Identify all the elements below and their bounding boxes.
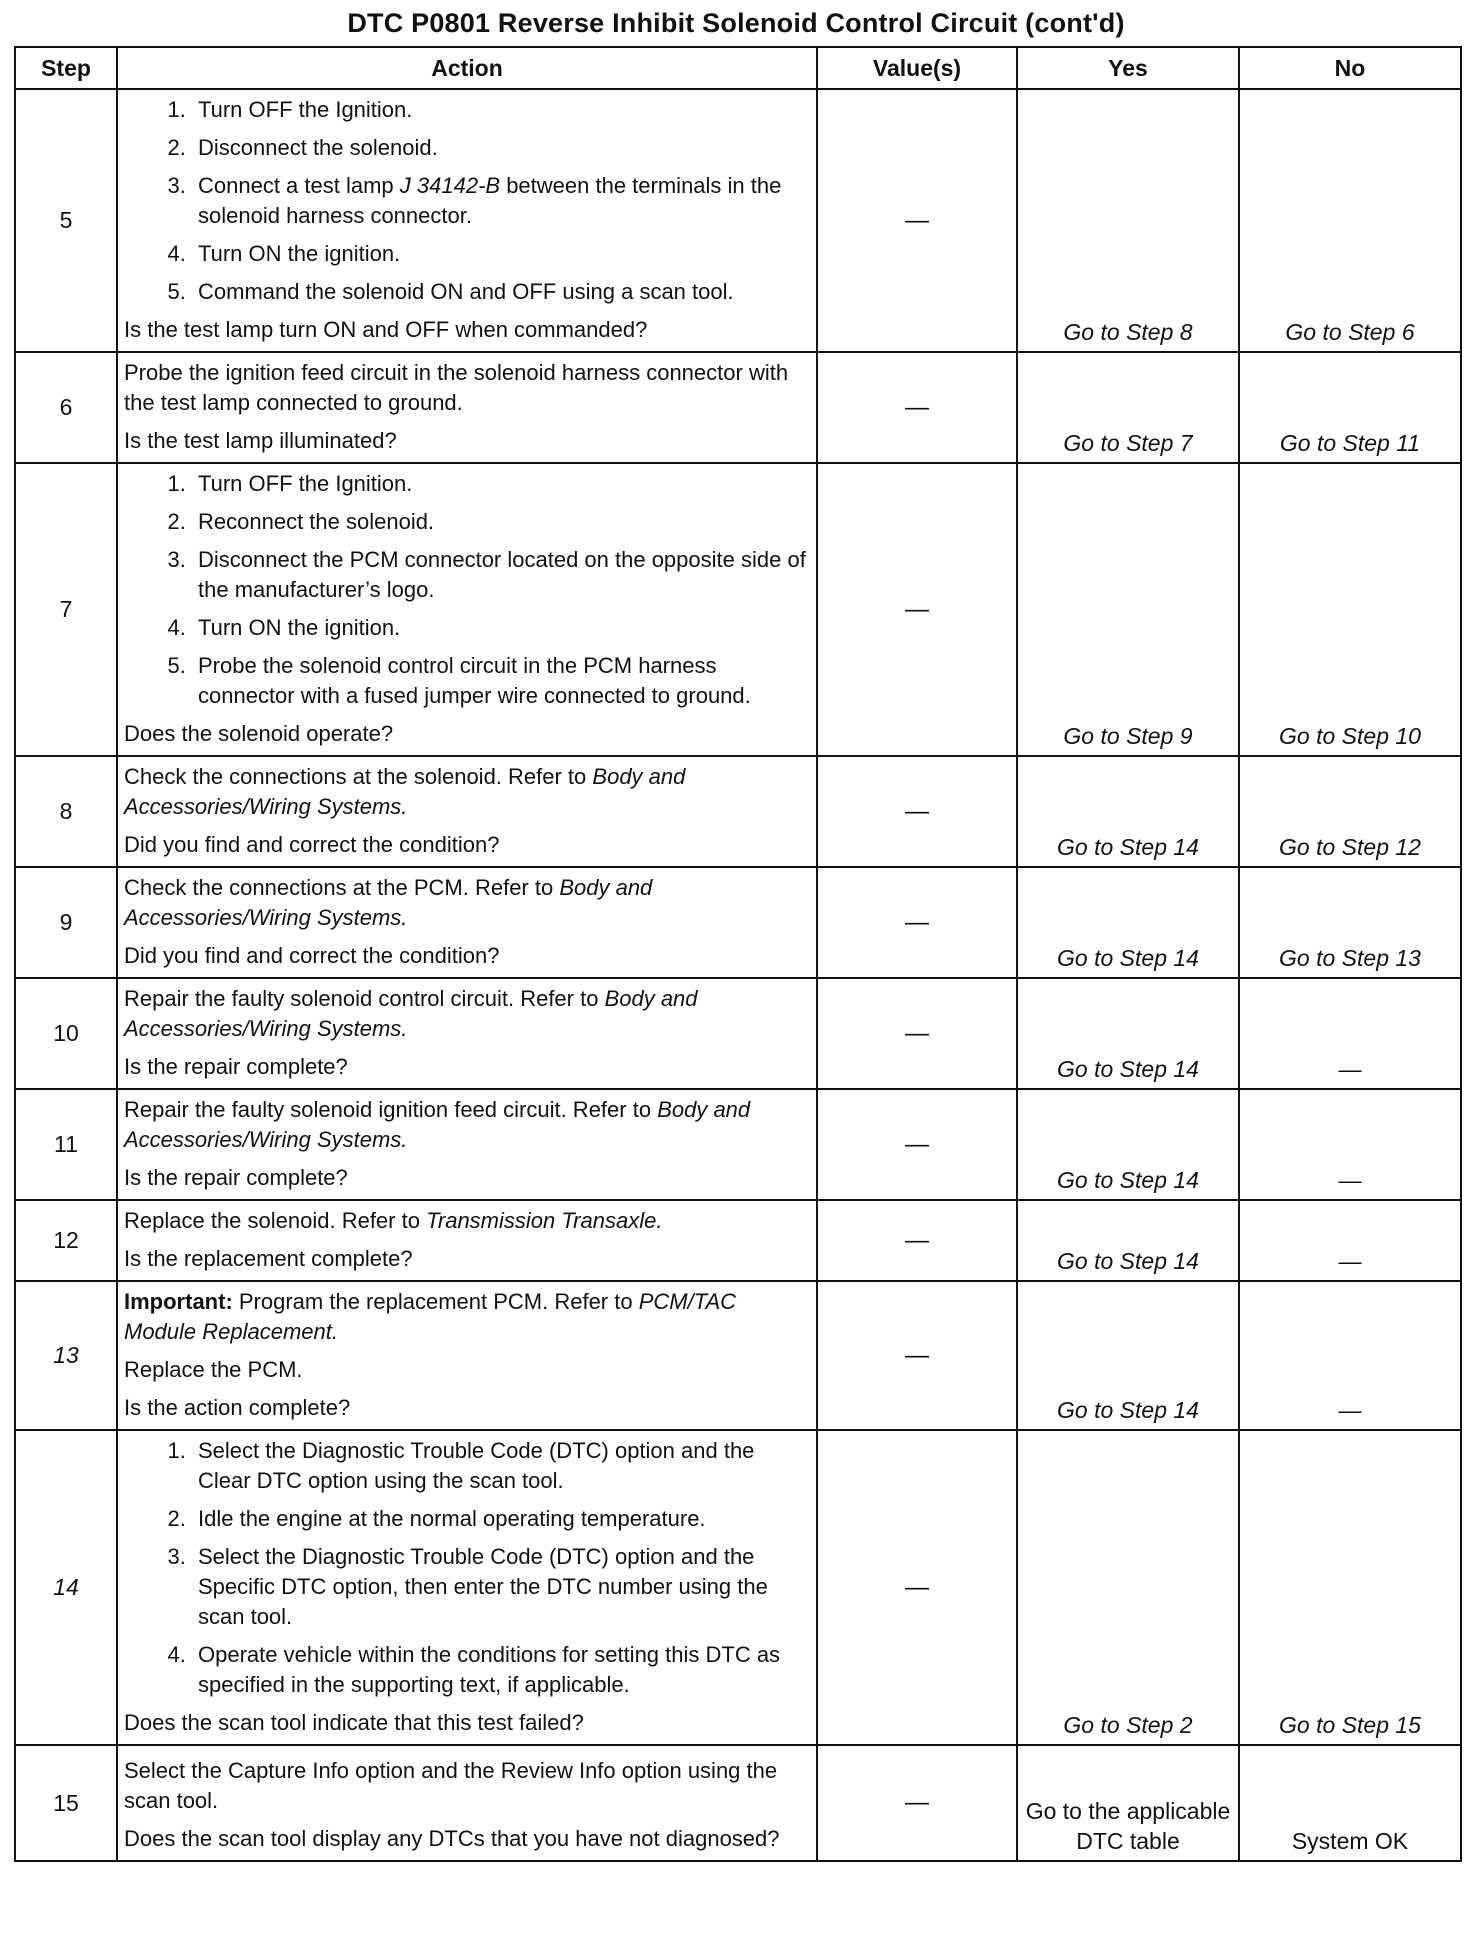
no-result: Go to Step 15 <box>1239 1430 1461 1745</box>
step-number: 9 <box>15 867 117 978</box>
diagnostic-table <box>14 46 1462 1862</box>
action-cell <box>117 463 817 756</box>
step-number: 11 <box>15 1089 117 1200</box>
no-result: — <box>1239 978 1461 1089</box>
table-row <box>15 1430 1461 1745</box>
header-no: No <box>1239 47 1461 89</box>
action-question: Is the action complete? <box>124 1395 351 1420</box>
table-row <box>15 1200 1461 1281</box>
list-item: 1. Turn OFF the Ignition. <box>192 95 810 125</box>
list-item: 1. Select the Diagnostic Trouble Code (DTC) option and the Clear DTC option using the scan tool. <box>192 1436 810 1496</box>
action-cell <box>117 1281 817 1430</box>
yes-result: Go to Step 14 <box>1017 978 1239 1089</box>
table-row <box>15 867 1461 978</box>
action-steps-list <box>124 95 810 307</box>
action-text: Repair the faulty solenoid control circuit. Refer to Body and Accessories/Wiring Systems. <box>124 986 698 1041</box>
header-action: Action <box>117 47 817 89</box>
yes-result: Go to Step 14 <box>1017 1089 1239 1200</box>
table-row <box>15 352 1461 463</box>
header-step: Step <box>15 47 117 89</box>
action-question: Did you find and correct the condition? <box>124 943 500 968</box>
action-cell <box>117 1200 817 1281</box>
list-item: 2. Disconnect the solenoid. <box>192 133 810 163</box>
step-number: 12 <box>15 1200 117 1281</box>
action-question: Does the solenoid operate? <box>124 721 394 746</box>
action-question: Is the repair complete? <box>124 1054 348 1079</box>
no-result: Go to Step 12 <box>1239 756 1461 867</box>
action-cell <box>117 978 817 1089</box>
value-cell: — <box>817 867 1017 978</box>
yes-result: Go to Step 2 <box>1017 1430 1239 1745</box>
action-question: Does the scan tool indicate that this test failed? <box>124 1710 584 1735</box>
action-question: Is the test lamp illuminated? <box>124 428 397 453</box>
list-item: 1. Turn OFF the Ignition. <box>192 469 810 499</box>
list-item: 2. Idle the engine at the normal operating temperature. <box>192 1504 810 1534</box>
yes-result: Go to Step 14 <box>1017 867 1239 978</box>
step-number: 8 <box>15 756 117 867</box>
header-values: Value(s) <box>817 47 1017 89</box>
header-yes: Yes <box>1017 47 1239 89</box>
action-cell <box>117 756 817 867</box>
yes-result: Go to the applicable DTC table <box>1017 1745 1239 1861</box>
step-number: 5 <box>15 89 117 352</box>
list-item: 3. Disconnect the PCM connector located on the opposite side of the manufacturer’s logo. <box>192 545 810 605</box>
no-result: System OK <box>1239 1745 1461 1861</box>
yes-result: Go to Step 8 <box>1017 89 1239 352</box>
value-cell: — <box>817 1089 1017 1200</box>
list-item: 3. Select the Diagnostic Trouble Code (DTC) option and the Specific DTC option, then enter the DTC number using the scan tool. <box>192 1542 810 1632</box>
action-question: Is the repair complete? <box>124 1165 348 1190</box>
yes-result: Go to Step 14 <box>1017 1200 1239 1281</box>
action-text: Probe the ignition feed circuit in the solenoid harness connector with the test lamp connected to ground. <box>124 360 789 415</box>
yes-result: Go to Step 14 <box>1017 1281 1239 1430</box>
list-item: 3. Connect a test lamp J 34142-B between the terminals in the solenoid harness connector. <box>192 171 810 231</box>
action-question: Is the test lamp turn ON and OFF when commanded? <box>124 317 648 342</box>
action-question: Does the scan tool display any DTCs that you have not diagnosed? <box>124 1826 780 1851</box>
list-item: 2. Reconnect the solenoid. <box>192 507 810 537</box>
value-cell: — <box>817 463 1017 756</box>
action-text: Important: Program the replacement PCM. Refer to PCM/TAC Module Replacement. <box>124 1289 737 1344</box>
value-cell: — <box>817 89 1017 352</box>
no-result: Go to Step 11 <box>1239 352 1461 463</box>
action-cell <box>117 867 817 978</box>
step-number: 15 <box>15 1745 117 1861</box>
value-cell: — <box>817 352 1017 463</box>
action-text: Select the Capture Info option and the Review Info option using the scan tool. <box>124 1758 778 1813</box>
list-item: 4. Operate vehicle within the conditions for setting this DTC as specified in the supporting text, if applicable. <box>192 1640 810 1700</box>
no-result: Go to Step 6 <box>1239 89 1461 352</box>
action-text: Check the connections at the solenoid. Refer to Body and Accessories/Wiring Systems. <box>124 764 686 819</box>
table-row <box>15 756 1461 867</box>
action-question: Did you find and correct the condition? <box>124 832 500 857</box>
action-text: Check the connections at the PCM. Refer to Body and Accessories/Wiring Systems. <box>124 875 653 930</box>
value-cell: — <box>817 978 1017 1089</box>
action-cell <box>117 1430 817 1745</box>
page-title: DTC P0801 Reverse Inhibit Solenoid Control Circuit (cont'd) <box>347 8 1125 38</box>
value-cell: — <box>817 756 1017 867</box>
no-result: Go to Step 13 <box>1239 867 1461 978</box>
header-row <box>15 47 1461 89</box>
yes-result: Go to Step 14 <box>1017 756 1239 867</box>
action-text: Replace the PCM. <box>124 1357 303 1382</box>
action-cell <box>117 352 817 463</box>
table-row <box>15 1089 1461 1200</box>
table-row <box>15 1745 1461 1861</box>
list-item: 5. Probe the solenoid control circuit in the PCM harness connector with a fused jumper wire connected to ground. <box>192 651 810 711</box>
action-text: Repair the faulty solenoid ignition feed circuit. Refer to Body and Accessories/Wiring Systems. <box>124 1097 751 1152</box>
no-result: — <box>1239 1200 1461 1281</box>
no-result: — <box>1239 1281 1461 1430</box>
no-result: Go to Step 10 <box>1239 463 1461 756</box>
action-cell <box>117 1745 817 1861</box>
step-number: 14 <box>15 1430 117 1745</box>
table-row <box>15 463 1461 756</box>
action-steps-list <box>124 1436 810 1700</box>
yes-result: Go to Step 7 <box>1017 352 1239 463</box>
table-row <box>15 978 1461 1089</box>
action-cell <box>117 1089 817 1200</box>
value-cell: — <box>817 1200 1017 1281</box>
value-cell: — <box>817 1281 1017 1430</box>
action-text: Replace the solenoid. Refer to Transmission Transaxle. <box>124 1208 663 1233</box>
step-number: 10 <box>15 978 117 1089</box>
action-cell <box>117 89 817 352</box>
step-number: 13 <box>15 1281 117 1430</box>
table-row <box>15 89 1461 352</box>
list-item: 5. Command the solenoid ON and OFF using a scan tool. <box>192 277 810 307</box>
no-result: — <box>1239 1089 1461 1200</box>
action-question: Is the replacement complete? <box>124 1246 413 1271</box>
list-item: 4. Turn ON the ignition. <box>192 613 810 643</box>
yes-result: Go to Step 9 <box>1017 463 1239 756</box>
step-number: 7 <box>15 463 117 756</box>
value-cell: — <box>817 1430 1017 1745</box>
action-steps-list <box>124 469 810 711</box>
value-cell: — <box>817 1745 1017 1861</box>
table-row <box>15 1281 1461 1430</box>
list-item: 4. Turn ON the ignition. <box>192 239 810 269</box>
step-number: 6 <box>15 352 117 463</box>
